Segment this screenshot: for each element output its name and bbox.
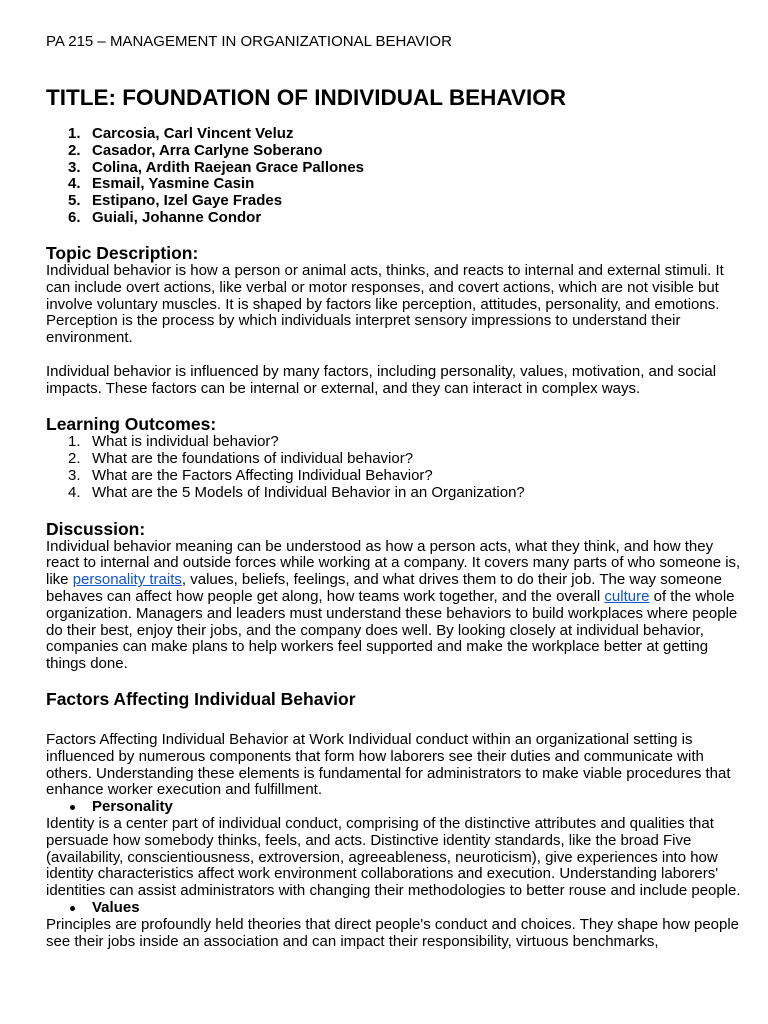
section-gap — [46, 502, 746, 520]
discussion-text-b: , values, beliefs, feelings, and what drives them to do their job. The way someone behaves can affect how people get along, how teams work together, and the overall — [46, 571, 722, 605]
list-number: 5. — [68, 192, 81, 210]
list-number: 4. — [68, 175, 81, 193]
author-name: Casador, Arra Carlyne Soberano — [92, 141, 323, 159]
learning-outcomes-list — [46, 434, 746, 501]
author-item — [46, 176, 364, 193]
outcome-text: What are the Factors Affecting Individual Behavior? — [92, 466, 433, 484]
topic-paragraph-1: Individual behavior is how a person or animal acts, thinks, and reacts to internal and external stimuli. It can include overt actions, like verbal or motor responses, and covert actions, which are not visible but involve voluntary muscles. It is shaped by factors like perception, attitudes, personality, and emotions. Perception is the process by which individuals interpret sensory impressions to understand their environment. — [46, 262, 724, 347]
discussion-paragraph — [46, 539, 746, 673]
document-body — [46, 244, 746, 950]
discussion-heading: Discussion: — [46, 518, 146, 539]
section-gap — [46, 709, 746, 732]
section-gap — [46, 397, 746, 415]
discussion-text-a: Individual behavior meaning can be understood as how a person acts, what they think, and how they react to internal and outside forces while working at a company. It covers many parts of who someone is, like — [46, 537, 741, 589]
list-number: 3. — [68, 466, 81, 484]
author-item — [46, 143, 364, 160]
author-name: Carcosia, Carl Vincent Veluz — [92, 125, 294, 142]
course-header: PA 215 – MANAGEMENT IN ORGANIZATIONAL BEHAVIOR — [46, 33, 452, 50]
outcome-item — [46, 485, 746, 502]
personality-label: Personality — [92, 798, 173, 816]
discussion-text-c: of the whole organization. Managers and leaders must understand these behaviors to build workplaces where people do their best, enjoy their jobs, and the company does well. By looking closely at individual behavior, companies can make plans to help workers feel supported and make the workplace better at getting things done. — [46, 587, 738, 673]
values-bullet — [46, 900, 746, 917]
author-item — [46, 210, 364, 227]
topic-description-heading: Topic Description: — [46, 243, 199, 263]
personality-paragraph: Identity is a center part of individual conduct, comprising of the distinctive attributes and qualities that persuade how somebody thinks, feels, and acts. Distinctive identity standards, like the broad Five (availability, conscientiousness, extroversion, agreeableness, neuroticism), give experiences into how identity characteristics affect work environment collaborations and execution. Understanding laborers' identities can assist administrators with changing their methodologies to better rouse and include people. — [46, 814, 741, 900]
author-item — [46, 193, 364, 210]
list-number: 2. — [68, 450, 81, 468]
list-number: 3. — [68, 158, 81, 176]
culture-link[interactable]: culture — [604, 587, 650, 605]
list-number: 4. — [68, 483, 81, 501]
outcome-text: What are the 5 Models of Individual Behavior in an Organization? — [92, 483, 525, 501]
author-name: Esmail, Yasmine Casin — [92, 175, 255, 193]
author-item — [46, 126, 364, 143]
list-number: 6. — [68, 208, 81, 226]
author-name: Guiali, Johanne Condor — [92, 208, 262, 226]
outcome-item — [46, 451, 746, 468]
values-paragraph: Principles are profoundly held theories that direct people's conduct and choices. They shape how people see their jobs inside an association and can impact their responsibility, virtuous benchmarks, — [46, 915, 740, 950]
list-number: 1. — [68, 125, 81, 142]
personality-bullet — [46, 799, 746, 816]
list-number: 1. — [68, 433, 81, 451]
paragraph-gap — [46, 347, 746, 364]
personality-traits-link[interactable]: personality traits — [72, 571, 182, 589]
bullet-dot-icon — [70, 805, 75, 810]
bullet-dot-icon — [70, 906, 75, 911]
author-list — [46, 126, 364, 227]
factors-heading: Factors Affecting Individual Behavior — [46, 688, 356, 709]
list-number: 2. — [68, 141, 81, 159]
outcome-text: What is individual behavior? — [92, 433, 279, 451]
author-name: Estipano, Izel Gaye Frades — [92, 192, 283, 210]
topic-paragraph-2: Individual behavior is influenced by many factors, including personality, values, motivation, and social impacts. These factors can be internal or external, and they can interact in complex ways. — [46, 362, 717, 397]
factors-intro-paragraph: Factors Affecting Individual Behavior at Work Individual conduct within an organizational setting is influenced by numerous components that form how laborers see their duties and communicate with others. Understanding these elements is fundamental for administrators to make viable procedures that enhance worker execution and fulfillment. — [46, 730, 731, 799]
outcome-item — [46, 434, 746, 451]
values-label: Values — [92, 898, 140, 916]
author-name: Colina, Ardith Raejean Grace Pallones — [92, 158, 365, 176]
learning-outcomes-heading: Learning Outcomes: — [46, 414, 217, 435]
outcome-text: What are the foundations of individual behavior? — [92, 450, 414, 468]
document-title: TITLE: FOUNDATION OF INDIVIDUAL BEHAVIOR — [46, 85, 566, 110]
section-gap — [46, 673, 746, 690]
author-item — [46, 160, 364, 177]
outcome-item — [46, 468, 746, 485]
